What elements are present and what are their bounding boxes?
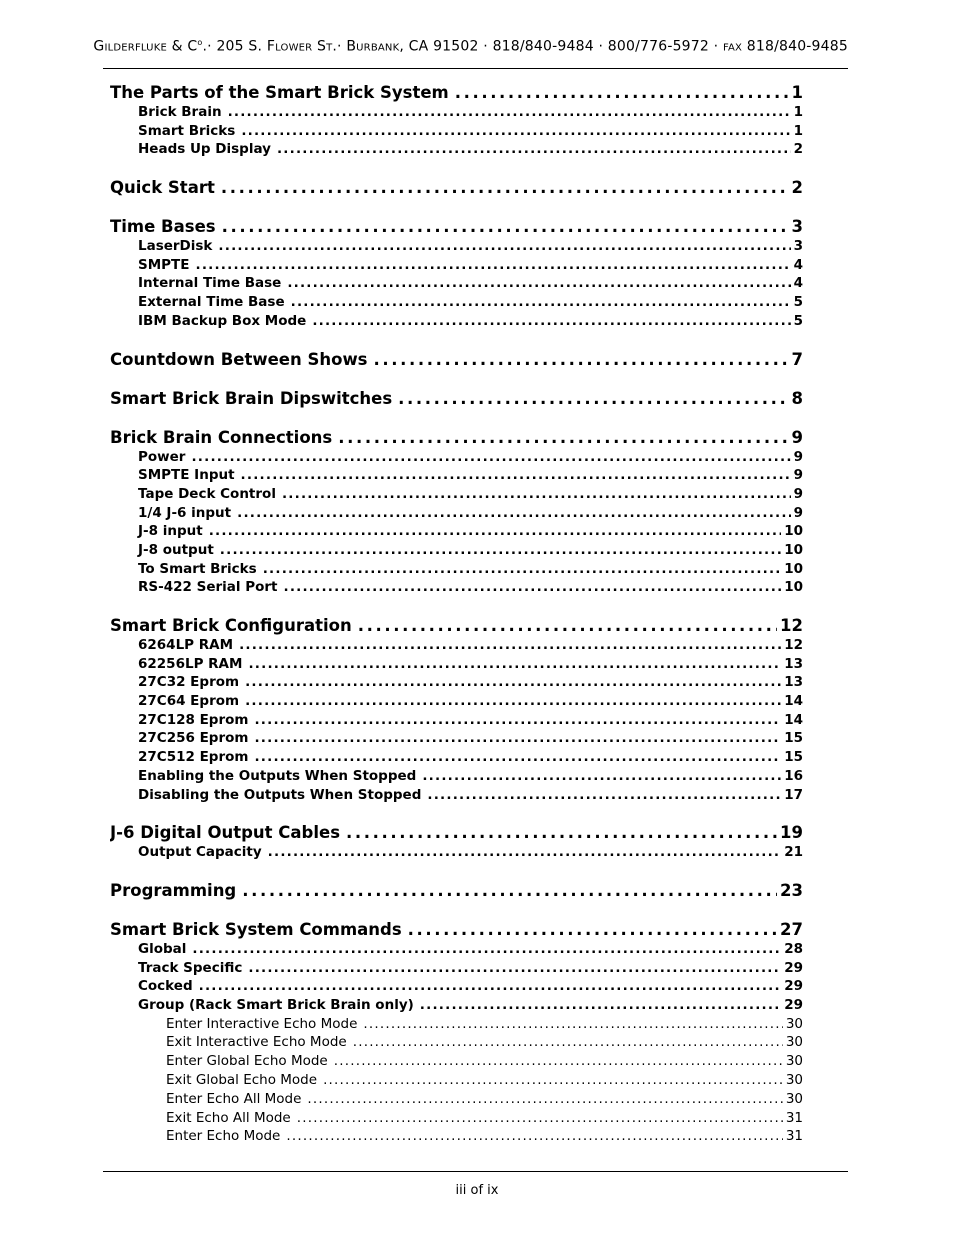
toc-entry-page: 1 [793,104,803,120]
toc-entry[interactable] [110,1033,803,1052]
toc-leader-dots [218,237,790,256]
toc-leader-dots [297,1109,783,1128]
header-st-initial: S [312,38,327,55]
toc-leader-dots [248,655,781,674]
toc-entry-page: 29 [784,978,803,995]
toc-entry-title: SMPTE [138,256,190,273]
toc-entry[interactable] [110,522,803,541]
toc-entry-page: 1 [793,122,803,139]
toc-entry[interactable] [110,541,803,560]
toc-entry[interactable] [110,959,803,978]
toc-entry-page: 30 [785,1090,803,1107]
toc-leader-dots [283,578,781,597]
toc-leader-dots [237,504,790,523]
toc-leader-dots [220,541,781,560]
toc-leader-dots [291,293,791,312]
toc-leader-dots [263,560,782,579]
toc-entry-page: 13 [784,655,803,672]
toc-entry-title: Global [138,940,187,957]
toc-entry-page: 9 [793,467,803,484]
toc-leader-dots [323,1071,783,1090]
toc-entry-title: External Time Base [138,294,285,311]
toc-leader-dots [338,427,788,448]
header-sep: .· [332,38,347,55]
toc-entry-page: 4 [793,256,803,273]
toc-entry-title: 1/4 J-6 input [138,504,232,521]
toc-entry[interactable] [110,274,803,293]
toc-leader-dots [254,711,781,730]
toc-entry[interactable] [110,977,803,996]
toc-leader-dots [277,140,791,159]
toc-entry[interactable] [110,748,803,767]
toc-leader-dots [346,822,777,843]
toc-entry-page: 14 [784,693,803,710]
toc-leader-dots [282,485,791,504]
toc-entry[interactable] [110,822,803,843]
toc-entry-page: 8 [791,388,803,408]
toc-entry[interactable] [110,237,803,256]
toc-entry[interactable] [110,504,803,523]
header-company-rest: ILDERFLUKE [104,42,167,54]
toc-entry-page: 7 [791,349,803,369]
toc-entry-title: 27C64 Eprom [138,693,240,710]
toc-entry-title: Countdown Between Shows [110,349,368,369]
toc-leader-dots [358,615,777,636]
toc-entry[interactable] [110,427,803,448]
toc-entry-title: Exit Global Echo Mode [166,1072,318,1089]
toc-entry-page: 3 [791,217,803,237]
toc-entry-title: LaserDisk [138,238,213,255]
toc-entry-page: 10 [784,541,803,558]
toc-entry-page: 29 [784,959,803,976]
toc-leader-dots [199,977,782,996]
toc-entry-page: 30 [785,1015,803,1032]
toc-entry-page: 9 [793,504,803,521]
toc-entry[interactable] [110,560,803,579]
toc-leader-dots [455,82,789,103]
toc-entry-title: Internal Time Base [138,275,282,292]
toc-entry-page: 31 [785,1128,803,1145]
toc-entry-title: Exit Echo All Mode [166,1109,291,1126]
toc-entry-page: 14 [784,711,803,728]
toc-entry[interactable] [110,448,803,467]
toc-leader-dots [312,312,790,331]
toc-entry[interactable] [110,103,803,122]
toc-leader-dots [254,729,781,748]
header-co-mark: o [197,38,203,47]
toc-entry-title: Smart Brick Brain Dipswitches [110,388,393,408]
toc-leader-dots [363,1015,782,1034]
toc-entry-title: RS-422 Serial Port [138,579,278,596]
toc-entry[interactable] [110,996,803,1015]
toc-entry-page: 2 [791,178,803,198]
toc-entry-title: Output Capacity [138,844,262,861]
toc-entry-title: Disabling the Outputs When Stopped [138,786,422,803]
toc-leader-dots [245,692,781,711]
toc-entry-page: 1 [791,83,803,102]
toc-entry-title: J-8 output [138,541,214,558]
toc-entry-title: J-6 Digital Output Cables [110,823,341,843]
toc-entry-title: Heads Up Display [138,141,271,158]
toc-entry-page: 3 [793,238,803,255]
toc-entry-title: Smart Brick Configuration [110,616,352,635]
header-st-rest: T [326,42,333,54]
header-street-rest: LOWER [275,42,313,54]
toc-entry[interactable] [110,1071,803,1090]
toc-leader-dots [287,274,790,293]
toc-entry[interactable] [110,940,803,959]
toc-entry-page: 27 [780,919,803,939]
toc-entry-page: 19 [780,823,803,843]
toc-leader-dots [398,388,788,409]
toc-entry-title: IBM Backup Box Mode [138,312,307,329]
toc-entry[interactable] [110,636,803,655]
toc-entry-page: 17 [784,786,803,803]
toc-entry-title: 6264LP RAM [138,637,234,653]
toc-leader-dots [268,843,782,862]
toc-entry-title: Cocked [138,978,193,995]
toc-entry[interactable] [110,388,803,409]
toc-entry[interactable] [110,293,803,312]
toc-entry[interactable] [110,1015,803,1034]
toc-entry[interactable] [110,786,803,805]
toc-entry[interactable] [110,312,803,331]
toc-entry[interactable] [110,673,803,692]
toc-leader-dots [191,448,790,467]
toc-entry-title: Brick Brain Connections [110,427,333,447]
toc-entry-page: 31 [785,1109,803,1126]
toc-entry[interactable] [110,466,803,485]
page-number: iii of ix [455,1183,499,1198]
toc-entry[interactable] [110,1090,803,1109]
toc-leader-dots [195,256,790,275]
toc-entry[interactable] [110,767,803,786]
toc-entry-page: 15 [784,730,803,747]
toc-entry[interactable] [110,122,803,141]
toc-entry[interactable] [110,140,803,159]
toc-entry-page: 29 [784,996,803,1013]
toc-entry-page: 10 [784,579,803,596]
toc-leader-dots [353,1033,783,1052]
toc-leader-dots [427,786,781,805]
toc-entry-title: Enter Echo Mode [166,1128,281,1145]
toc-entry-title: Group (Rack Smart Brick Brain only) [138,996,414,1013]
toc-entry-title: Exit Interactive Echo Mode [166,1034,347,1051]
toc-entry-page: 16 [784,767,803,784]
toc-entry-page: 5 [793,312,803,329]
toc-entry-title: Track Specific [138,959,243,976]
toc-entry-title: 27C128 Eprom [138,711,249,728]
toc-entry-title: Brick Brain [138,104,222,120]
toc-entry-title: Enter Echo All Mode [166,1090,302,1107]
header-city-rest: URBANK [356,42,400,54]
toc-entry[interactable] [110,655,803,674]
toc-entry-page: 2 [793,141,803,158]
toc-entry-title: To Smart Bricks [138,560,257,577]
toc-leader-dots [245,673,781,692]
toc-leader-dots [239,636,781,655]
table-of-contents [110,82,803,1146]
toc-entry-title: Enter Global Echo Mode [166,1053,328,1070]
toc-leader-dots [307,1090,782,1109]
toc-leader-dots [241,466,791,485]
toc-entry-title: 27C256 Eprom [138,730,249,747]
header-fax-number: 818/840-9485 [742,38,848,55]
header-street-number: .· 205 S. [202,38,267,55]
toc-leader-dots [222,216,789,237]
toc-entry-page: 9 [793,448,803,465]
toc-entry-title: Programming [110,880,237,900]
toc-entry[interactable] [110,615,803,636]
toc-entry-title: Time Bases [110,217,216,237]
toc-leader-dots [408,919,777,940]
toc-entry-title: Smart Brick System Commands [110,919,402,939]
toc-entry[interactable] [110,1052,803,1071]
footer-rule [103,1171,848,1172]
toc-entry-page: 9 [791,427,803,447]
toc-entry[interactable] [110,692,803,711]
toc-entry[interactable] [110,729,803,748]
toc-entry[interactable] [110,711,803,730]
toc-leader-dots [420,996,781,1015]
toc-entry-page: 30 [785,1034,803,1051]
toc-entry-page: 23 [780,880,803,900]
toc-entry-title: Enabling the Outputs When Stopped [138,767,417,784]
toc-entry[interactable] [110,485,803,504]
toc-leader-dots [192,940,781,959]
toc-entry[interactable] [110,1127,803,1146]
header-company-initial: G [93,38,105,55]
toc-entry-page: 28 [784,940,803,957]
header-phones: , CA 91502 · 818/840-9484 · 800/776-5972 · [399,38,723,55]
toc-entry-page: 9 [793,485,803,502]
toc-entry[interactable] [110,216,803,237]
toc-entry-page: 5 [793,294,803,311]
toc-entry[interactable] [110,256,803,275]
toc-entry-title: Smart Bricks [138,122,236,139]
toc-entry[interactable] [110,1109,803,1128]
toc-entry-title: 27C512 Eprom [138,749,249,766]
toc-entry[interactable] [110,843,803,862]
toc-entry-page: 15 [784,749,803,766]
toc-leader-dots [286,1127,782,1146]
toc-entry-title: The Parts of the Smart Brick System [110,83,449,102]
toc-entry-page: 10 [784,560,803,577]
toc-entry-title: Tape Deck Control [138,485,276,502]
header-city-initial: B [346,38,357,55]
toc-leader-dots [228,103,791,122]
toc-leader-dots [209,522,782,541]
header-co: & C [166,38,198,55]
toc-leader-dots [241,122,790,141]
toc-entry[interactable] [110,919,803,940]
header-fax-label: FAX [722,42,743,54]
header-street-initial: F [266,38,276,55]
toc-entry-page: 30 [785,1072,803,1089]
toc-entry-title: SMPTE Input [138,467,235,484]
toc-entry[interactable] [110,880,803,901]
toc-entry-title: 62256LP RAM [138,655,243,672]
toc-entry-page: 12 [780,616,803,635]
toc-leader-dots [334,1052,783,1071]
header-rule [103,68,848,69]
toc-entry-page: 30 [785,1053,803,1070]
toc-leader-dots [254,748,781,767]
toc-entry-title: 27C32 Eprom [138,674,240,691]
toc-entry[interactable] [110,82,803,103]
toc-entry[interactable] [110,578,803,597]
toc-entry-page: 10 [784,523,803,540]
toc-entry-page: 21 [784,844,803,861]
toc-leader-dots [242,880,777,901]
toc-entry-title: Enter Interactive Echo Mode [166,1015,358,1032]
toc-leader-dots [422,767,781,786]
page-header [0,38,848,55]
toc-leader-dots [374,349,789,370]
toc-entry[interactable] [110,349,803,370]
toc-leader-dots [248,959,781,978]
toc-entry-page: 13 [784,674,803,691]
toc-entry-title: Quick Start [110,178,215,198]
toc-entry-page: 4 [793,275,803,292]
toc-leader-dots [221,177,789,198]
toc-entry-title: Power [138,448,186,465]
toc-entry-page: 12 [784,637,803,653]
toc-entry-title: J-8 input [138,523,203,540]
toc-entry[interactable] [110,177,803,198]
